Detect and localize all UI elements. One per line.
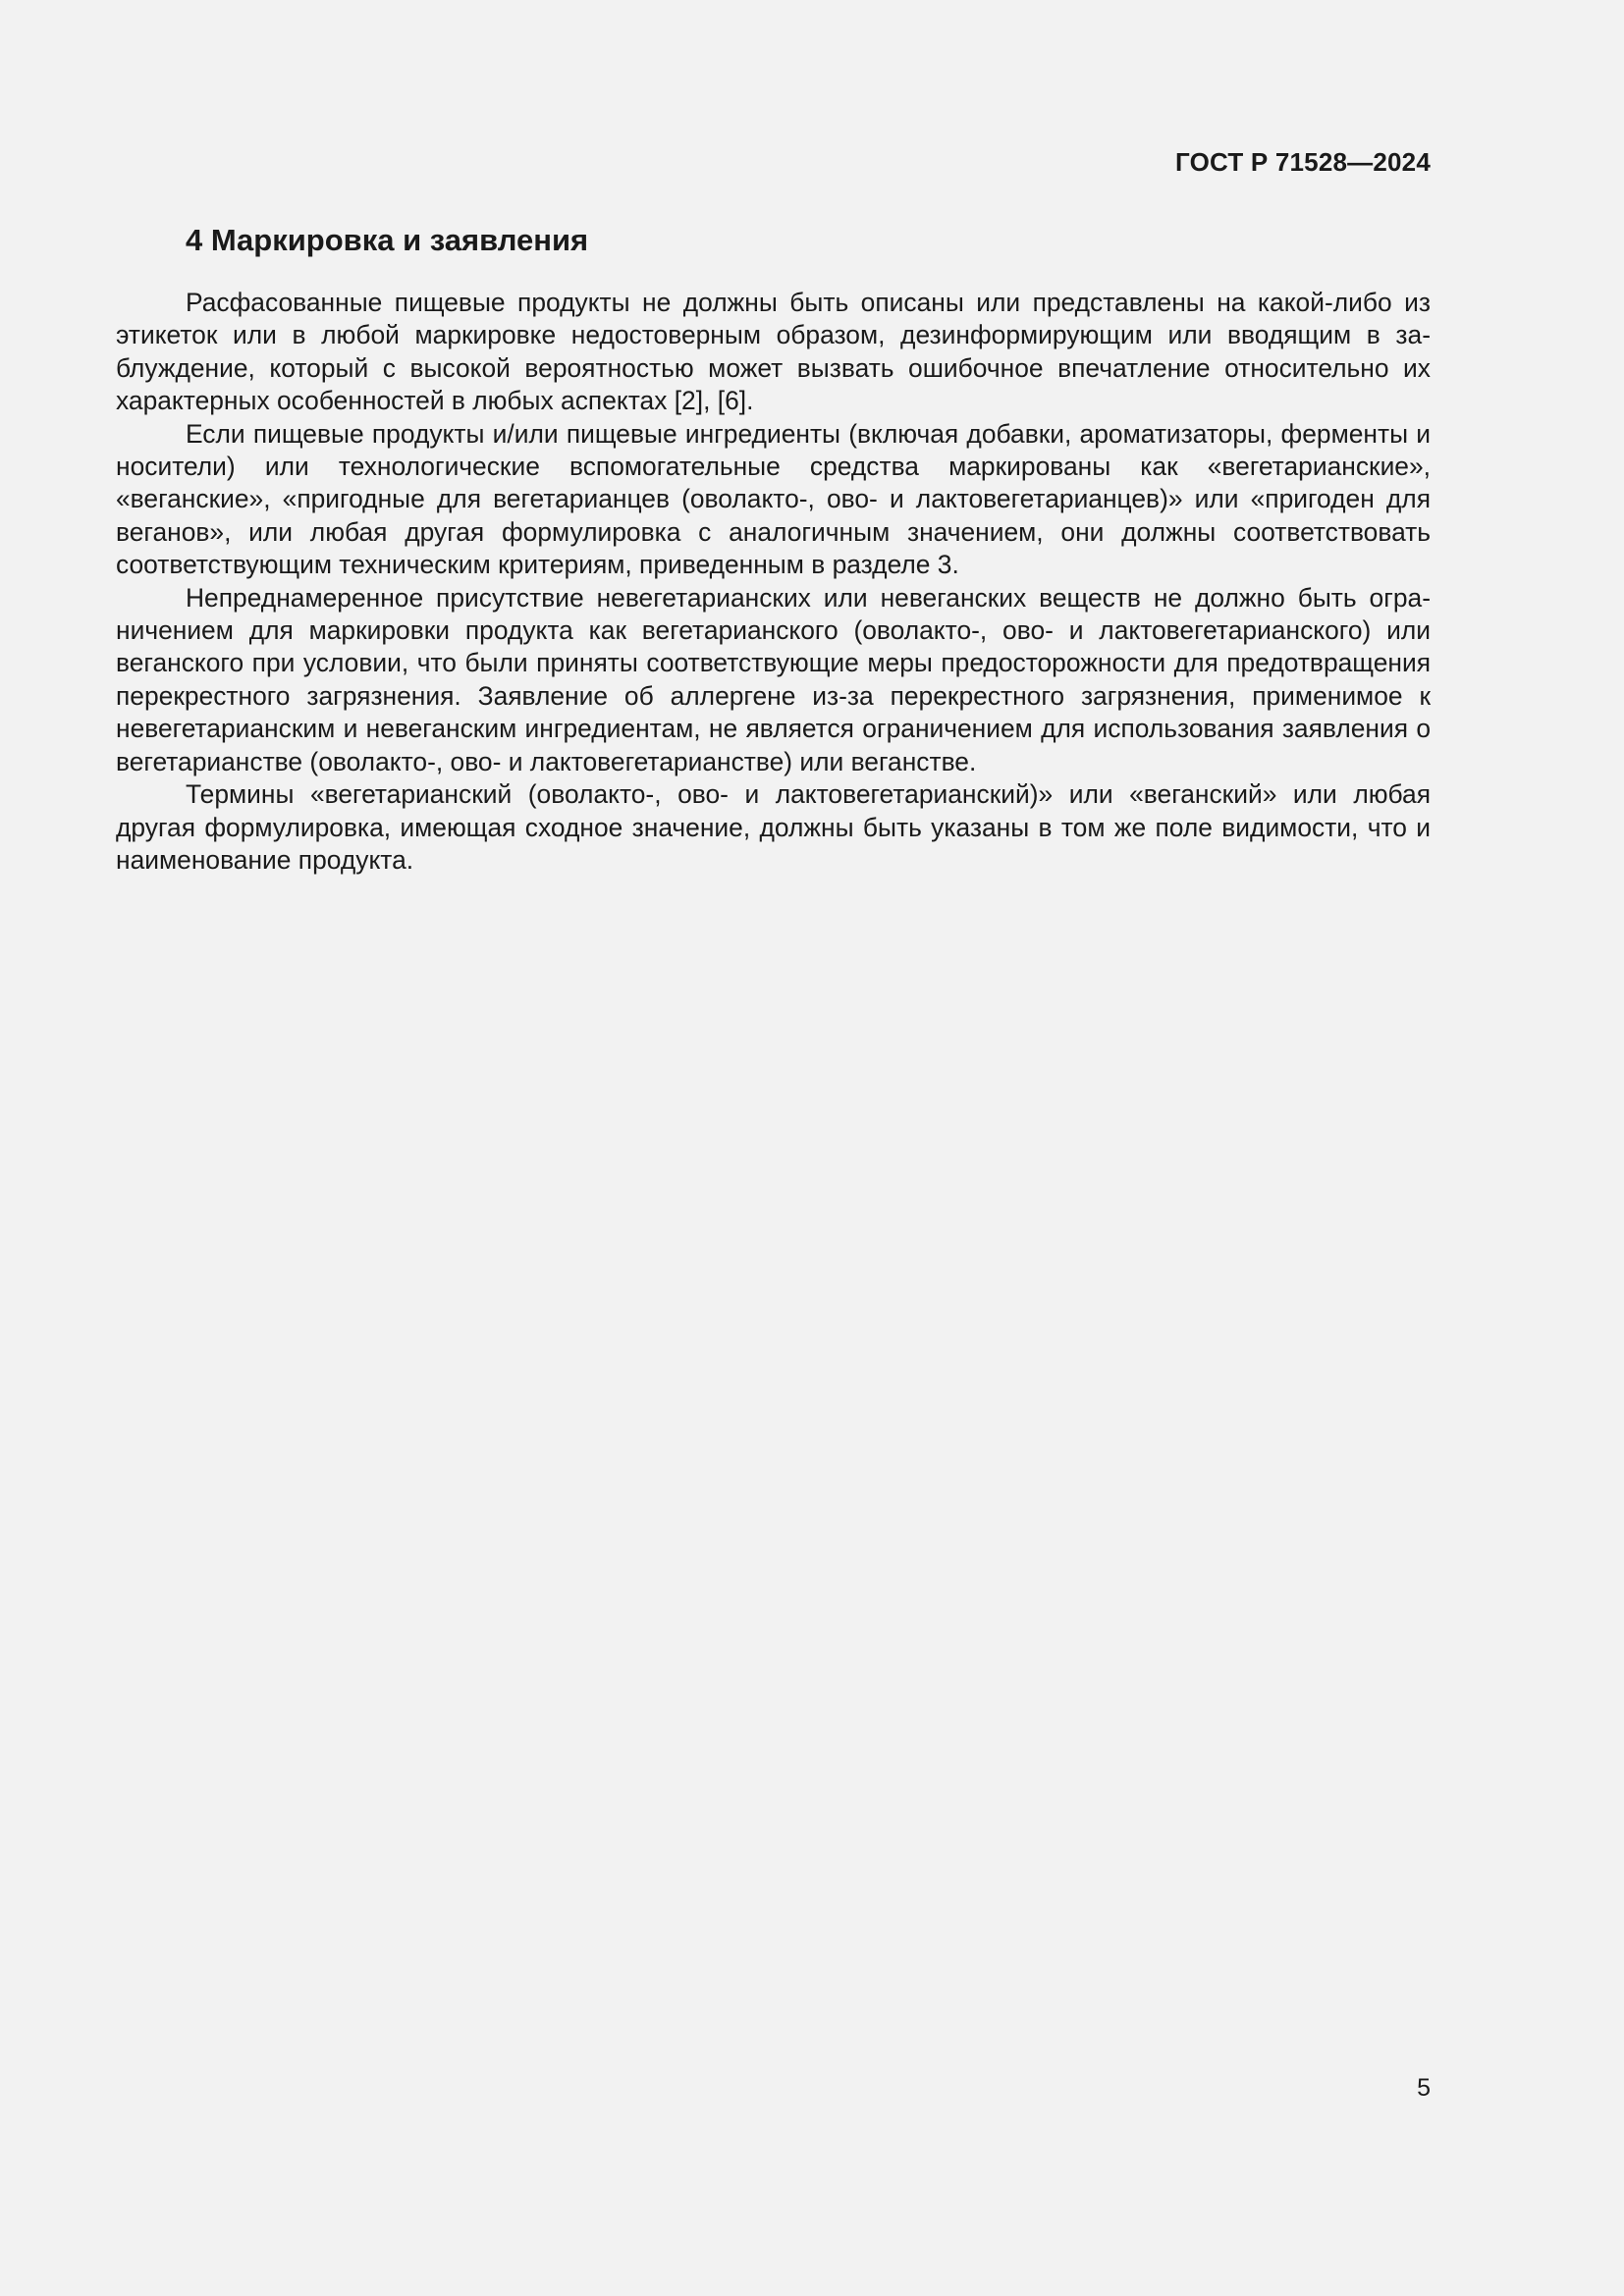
page-number: 5 bbox=[1417, 2074, 1431, 2102]
paragraph-vegetarian-labeling-criteria: Если пищевые продукты и/или пищевые ингредиенты (включая добавки, ароматизаторы, ферменты и носители) или технологические вспомогательные средства маркированы как «вегетарианские», «веганские», «пригодные для вегетарианцев (оволакто-, ово- и лактовегетарианцев)» или «пригоден для веганов», или любая другая формулировка с аналогичным значением, они должны соответствовать соответствующим техническим критериям, приведенным в разделе 3. bbox=[116, 418, 1431, 580]
section-body bbox=[116, 287, 1431, 877]
paragraph-terms-visibility: Термины «вегетарианский (оволакто-, ово- и лактовегетарианский)» или «веганский» или любая другая формулировка, имеющая сходное значение, должны быть указаны в том же поле видимости, что и наименование продукта. bbox=[116, 779, 1431, 875]
section-heading: 4 Маркировка и заявления bbox=[186, 223, 589, 257]
document-code: ГОСТ Р 71528—2024 bbox=[1175, 147, 1431, 177]
paragraph-cross-contamination: Непреднамеренное присутствие невегетарианских или невеганских веществ не должно быть ограничением для маркировки продукта как вегетарианского (оволакто-, ово- и лактовегетарианского) или веганского при условии, что были приняты соответствующие меры предосторожности для предотвращения перекрестного загрязнения. Заявление об аллергене из-за перекрестного загрязнения, применимое к невегетарианским и невеганским ингредиентам, не является ограничением для использования заявления о вегетарианстве (оволакто-, ово- и лактовегетарианстве) или веганстве. bbox=[116, 582, 1431, 776]
paragraph-misleading-labeling: Расфасованные пищевые продукты не должны быть описаны или представлены на какой-либо из этикеток или в любой маркировке недостоверным образом, дезинформирующим или вводящим в заблуждение, который с высокой вероятностью может вызвать ошибочное впечатление относительно их характерных особенностей в любых аспектах [2], [6]. bbox=[116, 288, 1431, 416]
